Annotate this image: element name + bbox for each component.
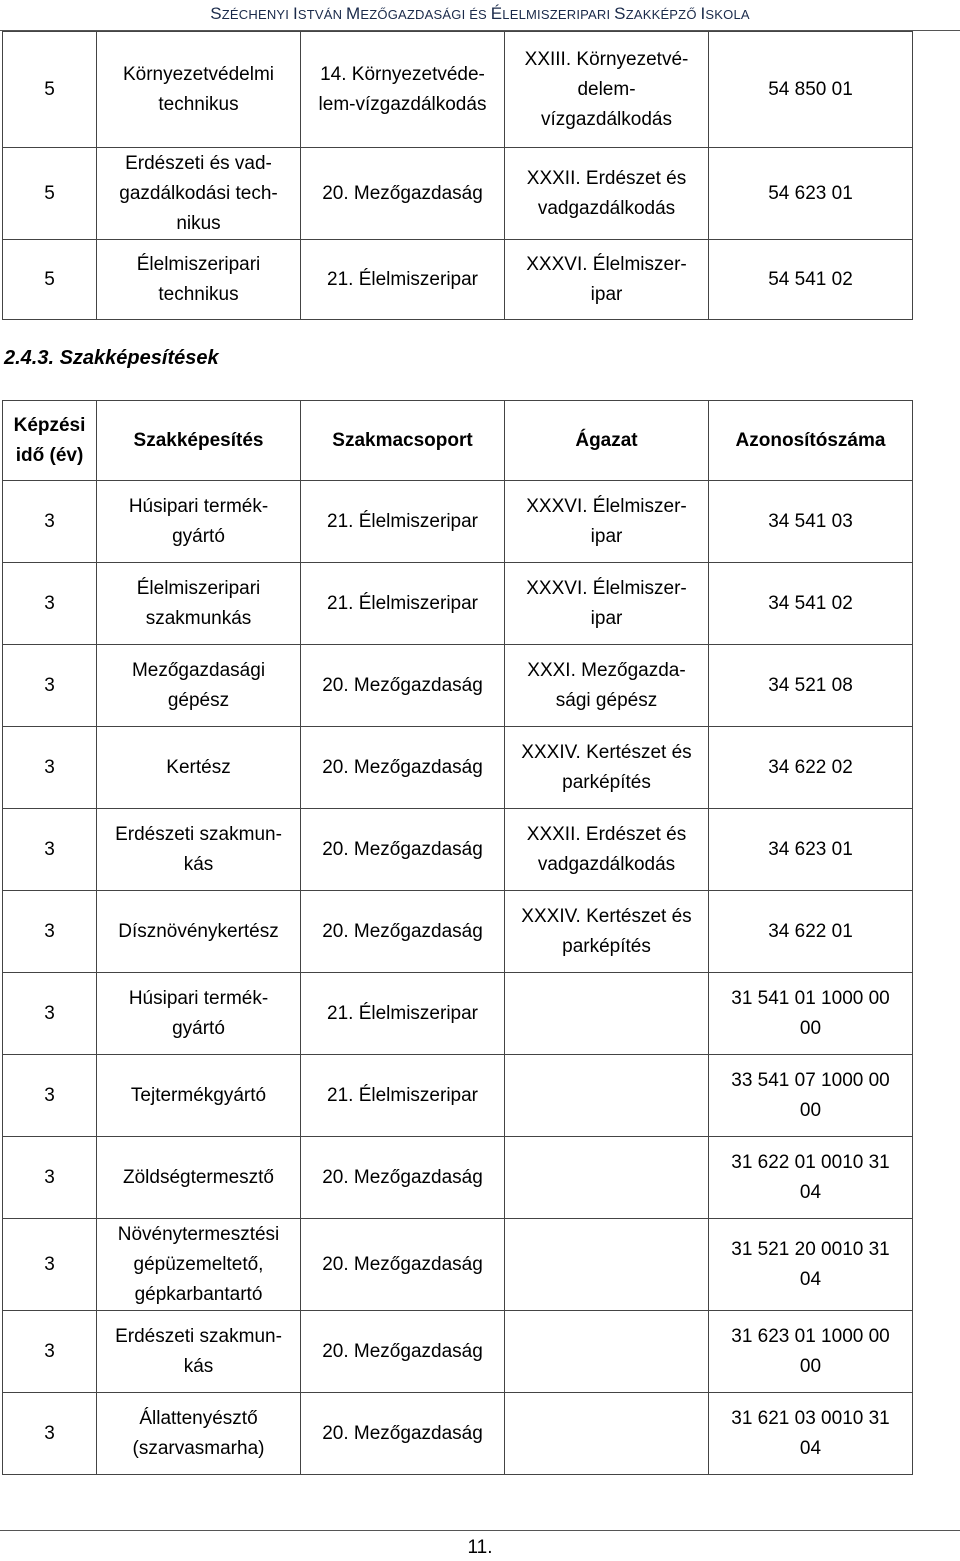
table-row bbox=[3, 973, 913, 1055]
sector-cell bbox=[505, 1311, 709, 1393]
header-part-small: SKOLA bbox=[705, 7, 750, 22]
qualification-cell: Élelmiszeripari szakmunkás bbox=[97, 563, 301, 645]
sector-cell: XXXVI. Élelmiszer- ipar bbox=[505, 563, 709, 645]
table-header-row bbox=[3, 401, 913, 481]
training-time-cell: 5 bbox=[3, 32, 97, 148]
header-part: M bbox=[346, 4, 361, 23]
header-identifier: Azonosítószáma bbox=[709, 401, 913, 481]
table-row bbox=[3, 645, 913, 727]
table-row bbox=[3, 1219, 913, 1311]
section-title: 2.4.3. Szakképesítések bbox=[4, 347, 219, 369]
qualification-cell: Húsipari termék- gyártó bbox=[97, 481, 301, 563]
identifier-cell: 31 541 01 1000 00 00 bbox=[709, 973, 913, 1055]
sector-cell bbox=[505, 1219, 709, 1311]
header-part-small: ZAKKÉPZŐ bbox=[625, 7, 701, 22]
identifier-cell: 33 541 07 1000 00 00 bbox=[709, 1055, 913, 1137]
sector-cell: XXIII. Környezetvé- delem- vízgazdálkodás bbox=[505, 32, 709, 148]
header-sector: Ágazat bbox=[505, 401, 709, 481]
header-professional-group: Szakmacsoport bbox=[301, 401, 505, 481]
table-row bbox=[3, 727, 913, 809]
header-part: I bbox=[700, 4, 706, 23]
table-row bbox=[3, 1311, 913, 1393]
header-training-time: Képzési idő (év) bbox=[3, 401, 97, 481]
qualifications-table-body bbox=[3, 481, 913, 1475]
table-row bbox=[3, 1393, 913, 1475]
qualification-cell: Erdészeti szakmun- kás bbox=[97, 809, 301, 891]
identifier-cell: 54 850 01 bbox=[709, 32, 913, 148]
table-row bbox=[3, 563, 913, 645]
qualification-cell: Állattenyésztő (szarvasmarha) bbox=[97, 1393, 301, 1475]
qualification-cell: Zöldségtermesztő bbox=[97, 1137, 301, 1219]
identifier-cell: 34 622 02 bbox=[709, 727, 913, 809]
qualification-cell: Kertész bbox=[97, 727, 301, 809]
header-part-small: STVÁN bbox=[297, 7, 347, 22]
professional-group-cell: 21. Élelmiszeripar bbox=[301, 1055, 505, 1137]
professional-group-cell: 20. Mezőgazdaság bbox=[301, 891, 505, 973]
table-row bbox=[3, 148, 913, 240]
sector-cell: XXXII. Erdészet és vadgazdálkodás bbox=[505, 809, 709, 891]
header-part: I bbox=[292, 4, 298, 23]
qualification-cell: Tejtermékgyártó bbox=[97, 1055, 301, 1137]
header-part-small: LELMISZERIPARI bbox=[502, 7, 615, 22]
training-time-cell: 3 bbox=[3, 973, 97, 1055]
header-qualification: Szakképesítés bbox=[97, 401, 301, 481]
qualification-cell: Erdészeti és vad- gazdálkodási tech- nikus bbox=[97, 148, 301, 240]
table-row bbox=[3, 32, 913, 148]
training-time-cell: 5 bbox=[3, 148, 97, 240]
qualifications-table bbox=[2, 400, 913, 1475]
identifier-cell: 31 621 03 0010 31 04 bbox=[709, 1393, 913, 1475]
sector-cell bbox=[505, 1055, 709, 1137]
identifier-cell: 54 623 01 bbox=[709, 148, 913, 240]
table-row bbox=[3, 891, 913, 973]
footer-divider bbox=[0, 1530, 960, 1531]
professional-group-cell: 14. Környezetvéde- lem-vízgazdálkodás bbox=[301, 32, 505, 148]
training-time-cell: 5 bbox=[3, 240, 97, 320]
professional-group-cell: 20. Mezőgazdaság bbox=[301, 645, 505, 727]
professional-group-cell: 20. Mezőgazdaság bbox=[301, 1393, 505, 1475]
professional-group-cell: 20. Mezőgazdaság bbox=[301, 727, 505, 809]
qualification-cell: Dísznövénykertész bbox=[97, 891, 301, 973]
training-time-cell: 3 bbox=[3, 1311, 97, 1393]
identifier-cell: 31 622 01 0010 31 04 bbox=[709, 1137, 913, 1219]
qualification-cell: Környezetvédelmi technikus bbox=[97, 32, 301, 148]
sector-cell bbox=[505, 1137, 709, 1219]
table-row bbox=[3, 1055, 913, 1137]
training-time-cell: 3 bbox=[3, 809, 97, 891]
qualification-cell: Erdészeti szakmun- kás bbox=[97, 1311, 301, 1393]
sector-cell bbox=[505, 973, 709, 1055]
sector-cell: XXXI. Mezőgazda- sági gépész bbox=[505, 645, 709, 727]
training-time-cell: 3 bbox=[3, 1219, 97, 1311]
training-time-cell: 3 bbox=[3, 727, 97, 809]
professional-group-cell: 20. Mezőgazdaság bbox=[301, 1219, 505, 1311]
identifier-cell: 34 623 01 bbox=[709, 809, 913, 891]
identifier-cell: 34 541 02 bbox=[709, 563, 913, 645]
identifier-cell: 31 623 01 1000 00 00 bbox=[709, 1311, 913, 1393]
qualification-cell: Növénytermesztési gépüzemeltető, gépkarbantartó bbox=[97, 1219, 301, 1311]
professional-group-cell: 21. Élelmiszeripar bbox=[301, 973, 505, 1055]
professional-group-cell: 20. Mezőgazdaság bbox=[301, 809, 505, 891]
professional-group-cell: 20. Mezőgazdaság bbox=[301, 1311, 505, 1393]
professional-group-cell: 20. Mezőgazdaság bbox=[301, 148, 505, 240]
header-part: S bbox=[614, 4, 626, 23]
header-part-small: EZŐGAZDASÁGI ÉS bbox=[360, 7, 491, 22]
sector-cell: XXXVI. Élelmiszer- ipar bbox=[505, 240, 709, 320]
training-time-cell: 3 bbox=[3, 481, 97, 563]
professional-group-cell: 21. Élelmiszeripar bbox=[301, 481, 505, 563]
table-row bbox=[3, 1137, 913, 1219]
training-time-cell: 3 bbox=[3, 1393, 97, 1475]
identifier-cell: 34 622 01 bbox=[709, 891, 913, 973]
identifier-cell: 34 521 08 bbox=[709, 645, 913, 727]
professional-group-cell: 20. Mezőgazdaság bbox=[301, 1137, 505, 1219]
identifier-cell: 54 541 02 bbox=[709, 240, 913, 320]
sector-cell: XXXVI. Élelmiszer- ipar bbox=[505, 481, 709, 563]
training-time-cell: 3 bbox=[3, 563, 97, 645]
qualification-cell: Élelmiszeripari technikus bbox=[97, 240, 301, 320]
professional-group-cell: 21. Élelmiszeripar bbox=[301, 563, 505, 645]
sector-cell: XXXII. Erdészet és vadgazdálkodás bbox=[505, 148, 709, 240]
header-part: É bbox=[490, 4, 503, 23]
identifier-cell: 34 541 03 bbox=[709, 481, 913, 563]
identifier-cell: 31 521 20 0010 31 04 bbox=[709, 1219, 913, 1311]
qualification-cell: Húsipari termék- gyártó bbox=[97, 973, 301, 1055]
training-time-cell: 3 bbox=[3, 645, 97, 727]
sector-cell: XXXIV. Kertészet és parképítés bbox=[505, 727, 709, 809]
training-time-cell: 3 bbox=[3, 1137, 97, 1219]
training-time-cell: 3 bbox=[3, 891, 97, 973]
technician-table-body bbox=[3, 32, 913, 320]
sector-cell bbox=[505, 1393, 709, 1475]
professional-group-cell: 21. Élelmiszeripar bbox=[301, 240, 505, 320]
page-number: 11. bbox=[467, 1537, 493, 1558]
table-row bbox=[3, 481, 913, 563]
technician-table bbox=[2, 31, 913, 320]
table-row bbox=[3, 240, 913, 320]
training-time-cell: 3 bbox=[3, 1055, 97, 1137]
table-row bbox=[3, 809, 913, 891]
page-header bbox=[0, 4, 960, 28]
header-part-small: ZÉCHENYI bbox=[221, 7, 293, 22]
header-part: S bbox=[210, 4, 222, 23]
sector-cell: XXXIV. Kertészet és parképítés bbox=[505, 891, 709, 973]
qualification-cell: Mezőgazdasági gépész bbox=[97, 645, 301, 727]
